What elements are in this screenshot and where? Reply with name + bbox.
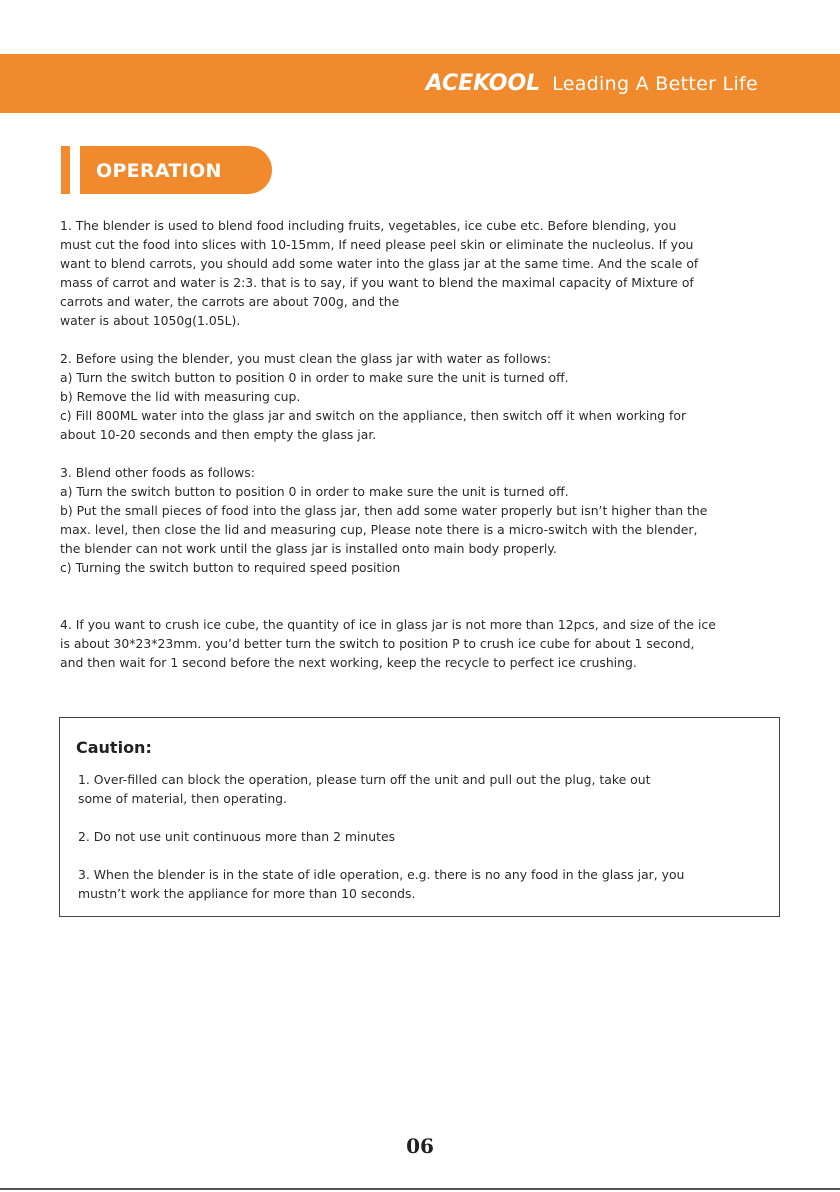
text-line: 3. Blend other foods as follows: [60,465,255,480]
operation-body [60,216,800,672]
text-line: a) Turn the switch button to position 0 in order to make sure the unit is turned off. [60,370,569,385]
section-heading-pill [80,146,272,194]
paragraph-4 [60,615,800,672]
caution-title: Caution: [76,738,152,757]
text-line: the blender can not work until the glass jar is installed onto main body properly. [60,541,557,556]
text-line: carrots and water, the carrots are about 700g, and the [60,294,400,309]
text-line: 1. The blender is used to blend food including fruits, vegetables, ice cube etc. Before blending, you [60,218,677,233]
caution-text [78,770,768,903]
caution-line: some of material, then operating. [78,791,287,806]
text-line: 2. Before using the blender, you must clean the glass jar with water as follows: [60,351,551,366]
text-line: is about 30*23*23mm. you’d better turn the switch to position P to crush ice cube for about 1 second, [60,636,695,651]
caution-line: 2. Do not use unit continuous more than 2 minutes [78,829,396,844]
text-line: want to blend carrots, you should add some water into the glass jar at the same time. And the scale of [60,256,699,271]
text-line: 4. If you want to crush ice cube, the quantity of ice in glass jar is not more than 12pcs, and size of the ice [60,617,716,632]
text-line: c) Turning the switch button to required speed position [60,560,401,575]
page-number: 06 [406,1134,434,1158]
brand-logo: ACEKOOL [425,71,541,96]
text-line: water is about 1050g(1.05L). [60,313,241,328]
text-line: and then wait for 1 second before the next working, keep the recycle to perfect ice crushing. [60,655,637,670]
paragraph-3 [60,463,800,577]
text-line: b) Put the small pieces of food into the glass jar, then add some water properly but isn’t higher than the [60,503,708,518]
brand-tagline: Leading A Better Life [552,73,758,95]
text-line: c) Fill 800ML water into the glass jar and switch on the appliance, then switch off it when working for [60,408,687,423]
section-title: OPERATION [96,160,222,182]
header-band [0,54,840,113]
text-line: a) Turn the switch button to position 0 in order to make sure the unit is turned off. [60,484,569,499]
paragraph-1 [60,216,800,330]
caution-line: 1. Over-filled can block the operation, please turn off the unit and pull out the plug, take out [78,772,651,787]
text-line: about 10-20 seconds and then empty the glass jar. [60,427,377,442]
caution-line: 3. When the blender is in the state of idle operation, e.g. there is no any food in the glass jar, you [78,867,685,882]
caution-box [59,717,780,917]
caution-line: mustn’t work the appliance for more than 10 seconds. [78,886,416,901]
text-line: b) Remove the lid with measuring cup. [60,389,301,404]
brand [426,71,758,96]
bottom-rule [0,1188,840,1190]
text-line: mass of carrot and water is 2:3. that is to say, if you want to blend the maximal capacity of Mixture of [60,275,694,290]
text-line: must cut the food into slices with 10-15mm, If need please peel skin or eliminate the nucleolus. If you [60,237,694,252]
paragraph-2 [60,349,800,444]
text-line: max. level, then close the lid and measuring cup, Please note there is a micro-switch with the blender, [60,522,698,537]
section-accent-bar [61,146,70,194]
